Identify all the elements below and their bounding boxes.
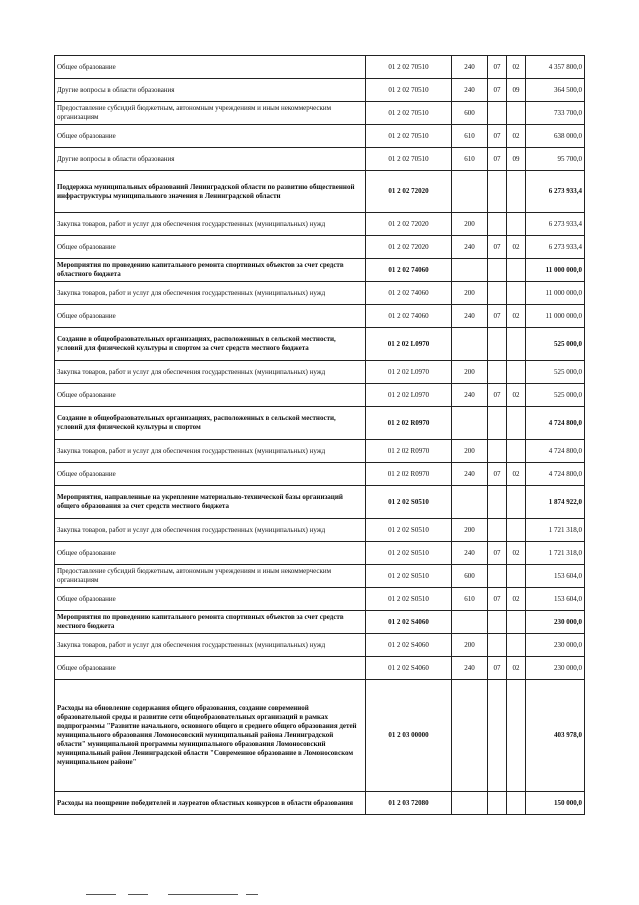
- row-description: Общее образование: [55, 384, 366, 407]
- row-code: 01 2 02 S0510: [366, 542, 452, 565]
- row-subsection: [507, 519, 526, 542]
- table-row: [55, 102, 585, 125]
- row-code: 01 2 02 R0970: [366, 440, 452, 463]
- row-subsection: 09: [507, 148, 526, 171]
- row-code: 01 2 02 L0970: [366, 328, 452, 361]
- row-section: 07: [488, 305, 507, 328]
- row-code: 01 2 02 70510: [366, 102, 452, 125]
- row-description: Предоставление субсидий бюджетным, автономным учреждениям и иным некоммерческим организациям: [55, 565, 366, 588]
- row-amount: 525 000,0: [526, 328, 585, 361]
- row-section: [488, 213, 507, 236]
- row-section: 07: [488, 657, 507, 680]
- row-subsection: 02: [507, 463, 526, 486]
- row-code: 01 2 02 72020: [366, 171, 452, 213]
- row-code: 01 2 02 S0510: [366, 486, 452, 519]
- row-code: 01 2 02 S4060: [366, 657, 452, 680]
- row-description: Общее образование: [55, 542, 366, 565]
- row-expense-type: [452, 328, 488, 361]
- row-section: 07: [488, 236, 507, 259]
- table-row: [55, 213, 585, 236]
- row-description: Закупка товаров, работ и услуг для обеспечения государственных (муниципальных) нужд: [55, 519, 366, 542]
- row-section: [488, 634, 507, 657]
- row-section: [488, 792, 507, 815]
- row-amount: 4 724 800,0: [526, 463, 585, 486]
- row-expense-type: 610: [452, 148, 488, 171]
- row-subsection: [507, 680, 526, 792]
- row-expense-type: 610: [452, 588, 488, 611]
- row-expense-type: 200: [452, 282, 488, 305]
- row-amount: 230 000,0: [526, 611, 585, 634]
- row-code: 01 2 02 R0970: [366, 407, 452, 440]
- table-row: [55, 328, 585, 361]
- row-code: 01 2 02 74060: [366, 305, 452, 328]
- table-row: [55, 259, 585, 282]
- row-amount: 1 721 318,0: [526, 542, 585, 565]
- row-subsection: 02: [507, 305, 526, 328]
- table-row: [55, 463, 585, 486]
- row-section: [488, 102, 507, 125]
- row-subsection: 02: [507, 657, 526, 680]
- table-row: [55, 56, 585, 79]
- row-expense-type: 240: [452, 79, 488, 102]
- row-amount: 153 604,0: [526, 565, 585, 588]
- row-amount: 4 357 800,0: [526, 56, 585, 79]
- row-amount: 4 724 800,0: [526, 440, 585, 463]
- row-description: Закупка товаров, работ и услуг для обеспечения государственных (муниципальных) нужд: [55, 361, 366, 384]
- row-subsection: [507, 282, 526, 305]
- row-section: [488, 328, 507, 361]
- row-subsection: [507, 486, 526, 519]
- row-description: Общее образование: [55, 125, 366, 148]
- row-section: [488, 361, 507, 384]
- table-row: [55, 611, 585, 634]
- row-amount: 95 700,0: [526, 148, 585, 171]
- row-expense-type: 600: [452, 565, 488, 588]
- row-section: 07: [488, 125, 507, 148]
- row-code: 01 2 02 R0970: [366, 463, 452, 486]
- row-expense-type: 600: [452, 102, 488, 125]
- row-description: Создание в общеобразовательных организациях, расположенных в сельской местности, условий для физической культуры и спортом: [55, 407, 366, 440]
- table-row: [55, 305, 585, 328]
- row-description: Расходы на обновление содержания общего образования, создание современной образовательной среды и развитие сети общеобразовательных организаций в рамках подпрограммы "Развитие начального, основного общего и среднего общего образования детей муниципального образования Ломоносовский муниципальный района Ленинградской области" муниципальной программы муниципального образования Ломоносовский муниципальный район Ленинградской области "Современное образование в Ломоносовском муниципальном районе": [55, 680, 366, 792]
- row-expense-type: 240: [452, 236, 488, 259]
- row-expense-type: 200: [452, 519, 488, 542]
- table-row: [55, 440, 585, 463]
- row-code: 01 2 02 S0510: [366, 588, 452, 611]
- row-subsection: [507, 328, 526, 361]
- row-subsection: [507, 171, 526, 213]
- row-code: 01 2 02 70510: [366, 79, 452, 102]
- row-subsection: 02: [507, 384, 526, 407]
- row-code: 01 2 03 00000: [366, 680, 452, 792]
- row-section: [488, 407, 507, 440]
- row-expense-type: [452, 680, 488, 792]
- row-description: Общее образование: [55, 657, 366, 680]
- row-amount: 11 000 000,0: [526, 259, 585, 282]
- row-description: Закупка товаров, работ и услуг для обеспечения государственных (муниципальных) нужд: [55, 634, 366, 657]
- row-section: 07: [488, 148, 507, 171]
- row-section: 07: [488, 463, 507, 486]
- row-description: Создание в общеобразовательных организациях, расположенных в сельской местности, условий для физической культуры и спортом за счет средств местного бюджета: [55, 328, 366, 361]
- row-expense-type: 240: [452, 542, 488, 565]
- row-section: [488, 259, 507, 282]
- row-amount: 4 724 800,0: [526, 407, 585, 440]
- row-expense-type: 200: [452, 361, 488, 384]
- row-section: 07: [488, 588, 507, 611]
- row-amount: 1 874 922,0: [526, 486, 585, 519]
- row-subsection: [507, 361, 526, 384]
- table-row: [55, 384, 585, 407]
- table-row: [55, 407, 585, 440]
- row-amount: 638 000,0: [526, 125, 585, 148]
- row-expense-type: [452, 407, 488, 440]
- row-amount: 6 273 933,4: [526, 236, 585, 259]
- table-row: [55, 361, 585, 384]
- row-description: Другие вопросы в области образования: [55, 79, 366, 102]
- row-code: 01 2 02 L0970: [366, 384, 452, 407]
- table-row: [55, 171, 585, 213]
- table-row: [55, 486, 585, 519]
- row-amount: 403 978,0: [526, 680, 585, 792]
- row-description: Поддержка муниципальных образований Ленинградской области по развитию общественной инфраструктуры муниципального значения в Ленинградской области: [55, 171, 366, 213]
- row-subsection: [507, 611, 526, 634]
- table-row: [55, 519, 585, 542]
- row-expense-type: [452, 486, 488, 519]
- row-amount: 150 000,0: [526, 792, 585, 815]
- row-amount: 733 700,0: [526, 102, 585, 125]
- row-description: Общее образование: [55, 305, 366, 328]
- table-row: [55, 680, 585, 792]
- row-expense-type: [452, 171, 488, 213]
- row-subsection: 02: [507, 125, 526, 148]
- row-code: 01 2 02 70510: [366, 148, 452, 171]
- row-description: Общее образование: [55, 236, 366, 259]
- row-expense-type: 610: [452, 125, 488, 148]
- row-description: Мероприятия по проведению капитального ремонта спортивных объектов за счет средств областного бюджета: [55, 259, 366, 282]
- row-subsection: [507, 259, 526, 282]
- scan-artifacts: [0, 890, 639, 900]
- row-section: 07: [488, 542, 507, 565]
- row-amount: 525 000,0: [526, 384, 585, 407]
- row-description: Закупка товаров, работ и услуг для обеспечения государственных (муниципальных) нужд: [55, 282, 366, 305]
- row-amount: 230 000,0: [526, 657, 585, 680]
- row-amount: 525 000,0: [526, 361, 585, 384]
- row-expense-type: 240: [452, 384, 488, 407]
- row-section: [488, 282, 507, 305]
- row-amount: 11 000 000,0: [526, 305, 585, 328]
- row-subsection: [507, 407, 526, 440]
- row-section: 07: [488, 79, 507, 102]
- table-row: [55, 792, 585, 815]
- row-description: Общее образование: [55, 463, 366, 486]
- table-row: [55, 282, 585, 305]
- row-section: [488, 440, 507, 463]
- row-code: 01 2 02 74060: [366, 259, 452, 282]
- row-code: 01 2 02 S4060: [366, 611, 452, 634]
- row-amount: 6 273 933,4: [526, 213, 585, 236]
- row-description: Предоставление субсидий бюджетным, автономным учреждениям и иным некоммерческим организациям: [55, 102, 366, 125]
- row-subsection: [507, 102, 526, 125]
- budget-table-body: [55, 56, 585, 815]
- row-description: Закупка товаров, работ и услуг для обеспечения государственных (муниципальных) нужд: [55, 213, 366, 236]
- table-row: [55, 588, 585, 611]
- row-section: [488, 611, 507, 634]
- row-subsection: [507, 213, 526, 236]
- row-section: [488, 171, 507, 213]
- row-subsection: 02: [507, 56, 526, 79]
- row-amount: 230 000,0: [526, 634, 585, 657]
- row-expense-type: 200: [452, 440, 488, 463]
- row-amount: 364 500,0: [526, 79, 585, 102]
- row-expense-type: 240: [452, 657, 488, 680]
- table-row: [55, 236, 585, 259]
- table-row: [55, 148, 585, 171]
- budget-table: [54, 55, 585, 815]
- row-description: Расходы на поощрение победителей и лауреатов областных конкурсов в области образования: [55, 792, 366, 815]
- row-section: 07: [488, 384, 507, 407]
- row-section: 07: [488, 56, 507, 79]
- row-expense-type: [452, 792, 488, 815]
- row-code: 01 2 02 S0510: [366, 565, 452, 588]
- row-code: 01 2 02 74060: [366, 282, 452, 305]
- table-row: [55, 565, 585, 588]
- row-expense-type: [452, 259, 488, 282]
- row-section: [488, 565, 507, 588]
- row-code: 01 2 02 S4060: [366, 634, 452, 657]
- row-subsection: [507, 565, 526, 588]
- table-row: [55, 79, 585, 102]
- row-expense-type: 240: [452, 56, 488, 79]
- table-row: [55, 634, 585, 657]
- row-expense-type: 240: [452, 305, 488, 328]
- row-subsection: [507, 440, 526, 463]
- row-section: [488, 680, 507, 792]
- row-amount: 11 000 000,0: [526, 282, 585, 305]
- row-description: Общее образование: [55, 56, 366, 79]
- row-description: Другие вопросы в области образования: [55, 148, 366, 171]
- row-amount: 6 273 933,4: [526, 171, 585, 213]
- row-description: Общее образование: [55, 588, 366, 611]
- row-expense-type: 200: [452, 213, 488, 236]
- row-code: 01 2 02 S0510: [366, 519, 452, 542]
- row-section: [488, 486, 507, 519]
- row-subsection: 02: [507, 542, 526, 565]
- row-description: Мероприятия, направленные на укрепление материально-технической базы организаций общего образования за счет средств местного бюджета: [55, 486, 366, 519]
- row-subsection: [507, 634, 526, 657]
- row-code: 01 2 02 72020: [366, 236, 452, 259]
- row-expense-type: 240: [452, 463, 488, 486]
- table-row: [55, 542, 585, 565]
- row-description: Мероприятия по проведению капитального ремонта спортивных объектов за счет средств местного бюджета: [55, 611, 366, 634]
- row-code: 01 2 02 L0970: [366, 361, 452, 384]
- row-code: 01 2 02 70510: [366, 56, 452, 79]
- row-expense-type: 200: [452, 634, 488, 657]
- row-amount: 1 721 318,0: [526, 519, 585, 542]
- row-description: Закупка товаров, работ и услуг для обеспечения государственных (муниципальных) нужд: [55, 440, 366, 463]
- row-code: 01 2 02 72020: [366, 213, 452, 236]
- row-subsection: 02: [507, 236, 526, 259]
- row-code: 01 2 02 70510: [366, 125, 452, 148]
- table-row: [55, 125, 585, 148]
- row-amount: 153 604,0: [526, 588, 585, 611]
- row-subsection: [507, 792, 526, 815]
- table-row: [55, 657, 585, 680]
- row-subsection: 09: [507, 79, 526, 102]
- row-expense-type: [452, 611, 488, 634]
- row-section: [488, 519, 507, 542]
- row-code: 01 2 03 72080: [366, 792, 452, 815]
- row-subsection: 02: [507, 588, 526, 611]
